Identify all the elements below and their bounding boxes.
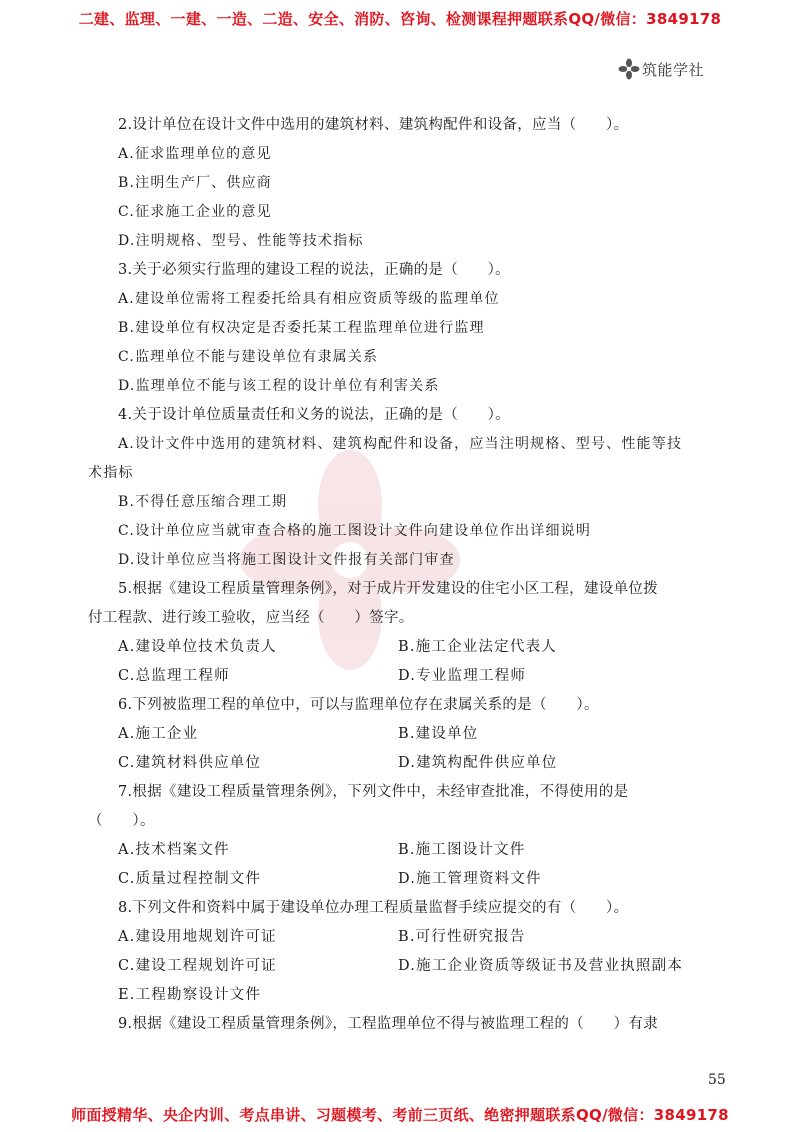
- option-row: [88, 923, 720, 952]
- page-number: 55: [708, 1072, 726, 1088]
- question-stem: 9.根据《建设工程质量管理条例》，工程监理单位不得与被监理工程的（ ）有隶: [118, 1016, 658, 1032]
- answer-option: B.不得任意压缩合理工期: [118, 494, 288, 510]
- answer-option: 术指标: [88, 465, 134, 481]
- answer-option: B.可行性研究报告: [398, 929, 526, 945]
- option-row: [88, 633, 720, 662]
- question-list: [88, 111, 720, 1039]
- logo-text: 筑能学社: [642, 60, 705, 79]
- answer-option: C.征求施工企业的意见: [118, 204, 272, 220]
- answer-option: D.注明规格、型号、性能等技术指标: [118, 233, 364, 249]
- answer-option: D.设计单位应当将施工图设计文件报有关部门审查: [118, 552, 455, 568]
- answer-option: B.施工图设计文件: [398, 842, 526, 858]
- answer-option: C.质量过程控制文件: [118, 871, 262, 887]
- answer-option: D.监理单位不能与该工程的设计单位有利害关系: [118, 378, 440, 394]
- answer-option: B.建设单位有权决定是否委托某工程监理单位进行监理: [118, 320, 485, 336]
- question-stem: 7.根据《建设工程质量管理条例》，下列文件中，未经审查批准，不得使用的是: [118, 784, 629, 800]
- answer-option: A.建设用地规划许可证: [118, 929, 277, 945]
- question-stem: 付工程款、进行竣工验收，应当经（ ）签字。: [88, 610, 414, 626]
- answer-option: D.专业监理工程师: [398, 668, 527, 684]
- answer-option: C.建筑材料供应单位: [118, 755, 262, 771]
- question-stem: 4.关于设计单位质量责任和义务的说法，正确的是（ ）。: [118, 407, 510, 423]
- question-stem: 2.设计单位在设计文件中选用的建筑材料、建筑构配件和设备，应当（ ）。: [118, 117, 629, 133]
- option-row: [88, 662, 720, 691]
- question-stem: 5.根据《建设工程质量管理条例》，对于成片开发建设的住宅小区工程，建设单位拨: [118, 581, 658, 597]
- top-banner: 二建、监理、一建、一造、二造、安全、消防、咨询、检测课程押题联系QQ/微信：3849178: [78, 10, 722, 28]
- answer-option: C.监理单位不能与建设单位有隶属关系: [118, 349, 379, 365]
- answer-option: D.建筑构配件供应单位: [398, 755, 558, 771]
- answer-option: A.征求监理单位的意见: [118, 146, 272, 162]
- answer-option: A.施工企业: [118, 726, 199, 742]
- answer-option: B.注明生产厂、供应商: [118, 175, 272, 191]
- bottom-banner: 师面授精华、央企内训、考点串讲、习题模考、考前三页纸、绝密押题联系QQ/微信：3849178: [71, 1106, 729, 1124]
- option-row: [88, 865, 720, 894]
- answer-option: A.技术档案文件: [118, 842, 230, 858]
- answer-option: E.工程勘察设计文件: [118, 987, 262, 1003]
- answer-option: B.施工企业法定代表人: [398, 639, 557, 655]
- answer-option: A.建设单位技术负责人: [118, 639, 277, 655]
- question-stem: （ ）。: [88, 813, 155, 829]
- question-stem: 8.下列文件和资料中属于建设单位办理工程质量监督手续应提交的有（ ）。: [118, 900, 629, 916]
- flower-logo-icon: [618, 58, 640, 80]
- answer-option: D.施工管理资料文件: [398, 871, 542, 887]
- answer-option: B.建设单位: [398, 726, 479, 742]
- question-stem: 6.下列被监理工程的单位中，可以与监理单位存在隶属关系的是（ ）。: [118, 697, 599, 713]
- answer-option: C.建设工程规划许可证: [118, 958, 277, 974]
- option-row: [88, 836, 720, 865]
- answer-option: D.施工企业资质等级证书及营业执照副本: [398, 958, 684, 974]
- answer-option: C.总监理工程师: [118, 668, 230, 684]
- option-row: [88, 720, 720, 749]
- answer-option: A.建设单位需将工程委托给具有相应资质等级的监理单位: [118, 291, 500, 307]
- answer-option: A.设计文件中选用的建筑材料、建筑构配件和设备，应当注明规格、型号、性能等技: [118, 436, 683, 452]
- question-stem: 3.关于必须实行监理的建设工程的说法，正确的是（ ）。: [118, 262, 510, 278]
- publisher-logo: [618, 58, 704, 80]
- option-row: [88, 952, 720, 981]
- option-row: [88, 749, 720, 778]
- answer-option: C.设计单位应当就审查合格的施工图设计文件向建设单位作出详细说明: [118, 523, 592, 539]
- option-row: [88, 981, 720, 1010]
